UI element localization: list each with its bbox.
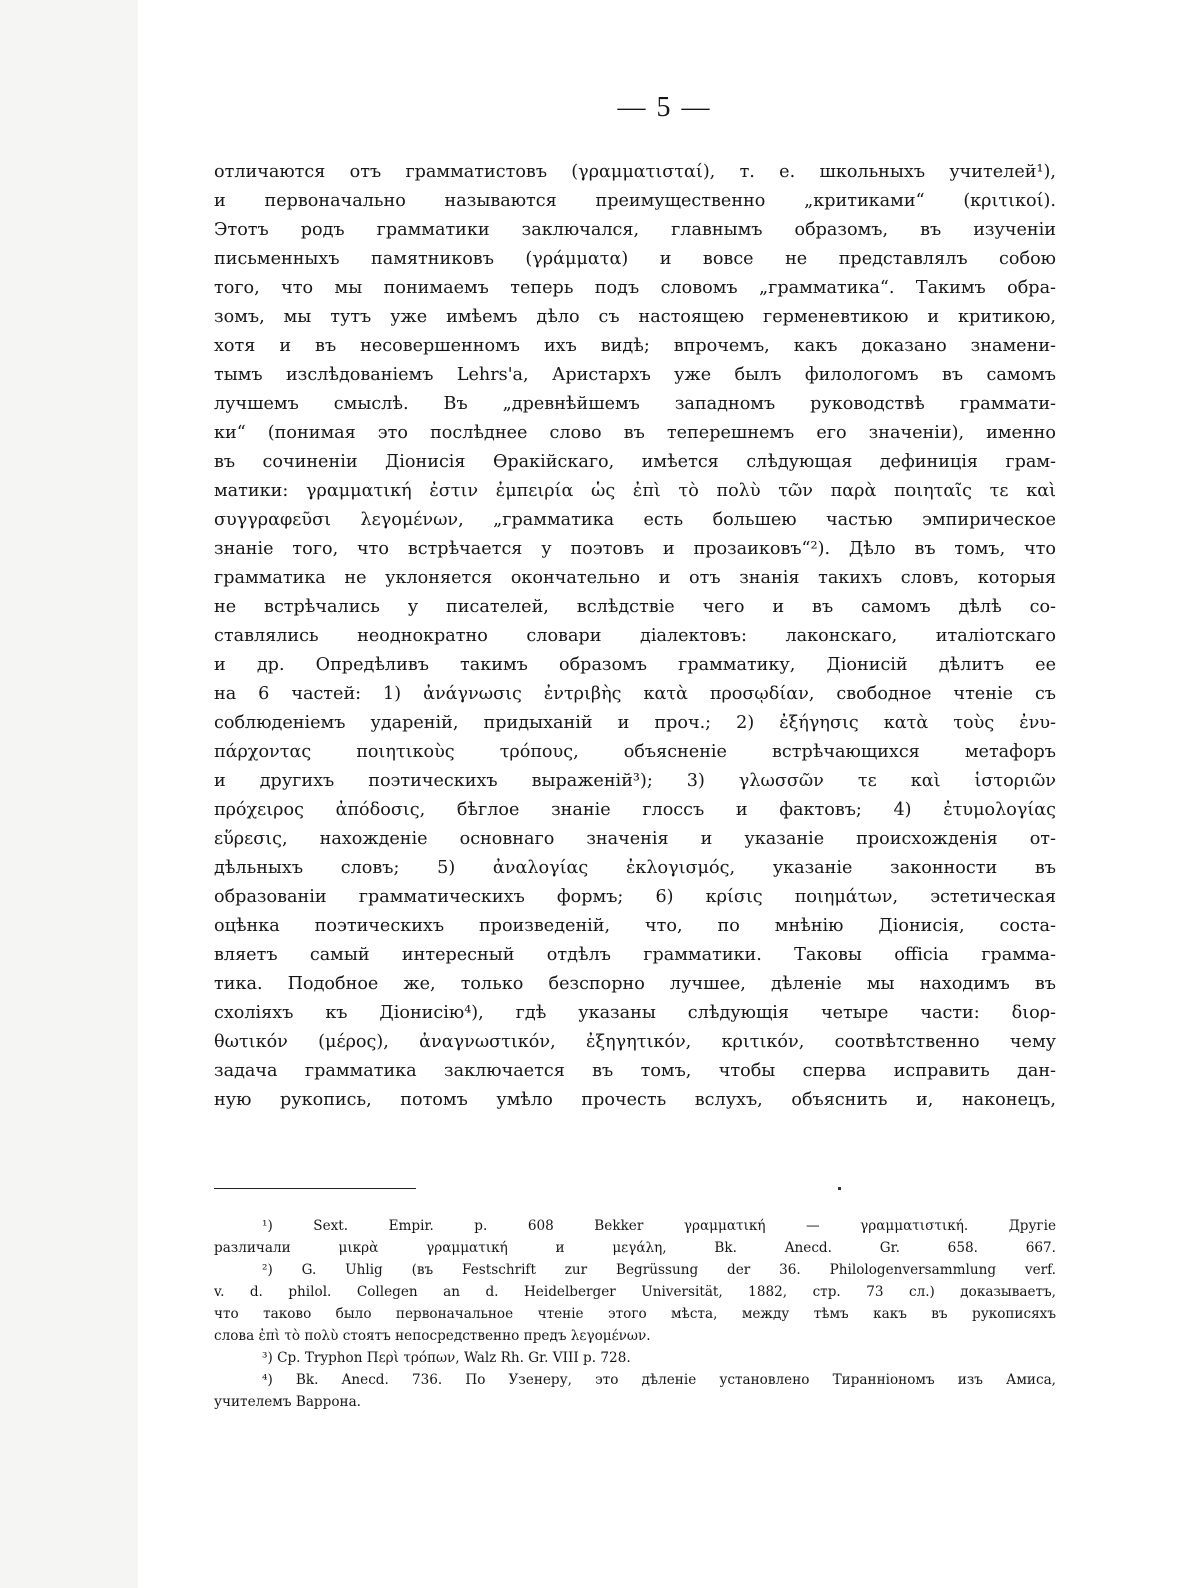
- footnote-line: ¹) Sext. Empir. p. 608 Bekker γραμματική — γραμματιστική. Другіе: [262, 1218, 1056, 1234]
- text-line: схоліяхъ къ Діонисію⁴), гдѣ указаны слѣдующія четыре части: διορ-: [214, 1003, 1056, 1023]
- text-line: отличаются отъ грамматистовъ (γραμματισταί), т. е. школьныхъ учителей¹),: [214, 162, 1056, 182]
- text-line: зомъ, мы тутъ уже имѣемъ дѣло съ настоящею герменевтикою и критикою,: [214, 307, 1056, 327]
- text-line: на 6 частей: 1) ἀνάγνωσις ἐντριβὴς κατὰ προσῳδίαν, свободное чтеніе съ: [214, 684, 1056, 704]
- footnote-line: ³) Cp. Tryphon Περὶ τρόπων, Walz Rh. Gr. VIII p. 728.: [262, 1350, 631, 1366]
- main-text-block: [214, 158, 1056, 1115]
- print-speck: [838, 1187, 841, 1190]
- text-line: συγγραφεῦσι λεγομένων, „грамматика есть большею частью эмпирическое: [214, 510, 1056, 530]
- text-line: письменныхъ памятниковъ (γράμματα) и вовсе не представлялъ собою: [214, 249, 1056, 269]
- page-number: — 5 —: [617, 92, 712, 123]
- footnote-line: ²) G. Uhlig (въ Festschrift zur Begrüssung der 36. Philologenversammlung verf.: [262, 1262, 1056, 1278]
- text-line: θωτικόν (μέρος), ἀναγνωστικόν, ἐξηγητικόν, κριτικόν, соотвѣтственно чему: [214, 1032, 1056, 1052]
- text-line: дѣльныхъ словъ; 5) ἀναλογίας ἐκλογισμός, указаніе законности въ: [214, 858, 1056, 878]
- text-line: задача грамматика заключается въ томъ, чтобы сперва исправить дан-: [214, 1061, 1056, 1081]
- text-line: тымъ изслѣдованіемъ Lehrs'а, Аристархъ уже былъ филологомъ въ самомъ: [214, 365, 1056, 385]
- footnote-line: учителемъ Варрона.: [214, 1394, 362, 1410]
- text-line: εὕρεσις, нахожденіе основнаго значенія и указаніе происхожденія от-: [214, 829, 1056, 849]
- text-line: оцѣнка поэтическихъ произведеній, что, по мнѣнію Діонисія, соста-: [214, 916, 1056, 936]
- book-page: [138, 0, 1191, 1588]
- text-line: матики: γραμματική ἐστιν ἐμπειρία ὡς ἐπὶ τὸ πολὺ τῶν παρὰ ποιηταῖς τε καὶ: [214, 481, 1056, 501]
- text-line: вляетъ самый интересный отдѣлъ грамматики. Таковы officia грамма-: [214, 945, 1056, 965]
- footnote-separator: [214, 1188, 416, 1189]
- footnote-line: слова ἐπὶ τὸ πολὺ стоятъ непосредственно предъ λεγομένων.: [214, 1328, 651, 1344]
- text-line: тика. Подобное же, только безспорно лучшее, дѣленіе мы находимъ въ: [214, 974, 1056, 994]
- text-line: Этотъ родъ грамматики заключался, главнымъ образомъ, въ изученіи: [214, 220, 1056, 240]
- text-line: πρόχειρος ἀπόδοσις, бѣглое знаніе глоссъ и фактовъ; 4) ἐτυμολογίας: [214, 800, 1056, 820]
- footnote-line: различали μικρὰ γραμματική и μεγάλη, Bk. Anecd. Gr. 658. 667.: [214, 1240, 1056, 1256]
- text-line: не встрѣчались у писателей, вслѣдствіе чего и въ самомъ дѣлѣ со-: [214, 597, 1056, 617]
- text-line: и первоначально называются преимущественно „критиками“ (κριτικοί).: [214, 191, 1056, 211]
- text-line: хотя и въ несовершенномъ ихъ видѣ; впрочемъ, какъ доказано знамени-: [214, 336, 1056, 356]
- text-line: и другихъ поэтическихъ выраженій³); 3) γλωσσῶν τε καὶ ἱστοριῶν: [214, 771, 1056, 791]
- text-line: въ сочиненіи Діонисія Ѳракійскаго, имѣется слѣдующая дефиниція грам-: [214, 452, 1056, 472]
- text-line: ки“ (понимая это послѣднее слово въ теперешнемъ его значеніи), именно: [214, 423, 1056, 443]
- text-line: грамматика не уклоняется окончательно и отъ знанія такихъ словъ, которыя: [214, 568, 1056, 588]
- text-line: образованіи грамматическихъ формъ; 6) κρίσις ποιημάτων, эстетическая: [214, 887, 1056, 907]
- text-line: πάρχοντας ποιητικοὺς τρόπους, объясненіе встрѣчающихся метафоръ: [214, 742, 1056, 762]
- text-line: соблюденіемъ удареній, придыханій и проч.; 2) ἐξήγησις κατὰ τοὺς ἐνυ-: [214, 713, 1056, 733]
- footnote-line: v. d. philol. Collegen an d. Heidelberger Universität, 1882, стр. 73 сл.) доказываетъ,: [214, 1284, 1056, 1300]
- footnotes-block: [214, 1215, 1056, 1413]
- text-line: ставлялись неоднократно словари діалектовъ: лаконскаго, италіотскаго: [214, 626, 1056, 646]
- text-line: того, что мы понимаемъ теперь подъ словомъ „грамматика“. Такимъ обра-: [214, 278, 1056, 298]
- footnote-line: ⁴) Bk. Anecd. 736. По Узенеру, это дѣленіе установлено Тиранніономъ изъ Амиса,: [262, 1372, 1056, 1388]
- text-line: знаніе того, что встрѣчается у поэтовъ и прозаиковъ“²). Дѣло въ томъ, что: [214, 539, 1056, 559]
- footnote-line: что таково было первоначальное чтеніе этого мѣста, между тѣмъ какъ въ рукописяхъ: [214, 1306, 1056, 1322]
- text-line: лучшемъ смыслѣ. Въ „древнѣйшемъ западномъ руководствѣ граммати-: [214, 394, 1056, 414]
- text-line: ную рукопись, потомъ умѣло прочесть вслухъ, объяснить и, наконецъ,: [214, 1090, 1056, 1110]
- text-line: и др. Опредѣливъ такимъ образомъ грамматику, Діонисій дѣлитъ ее: [214, 655, 1056, 675]
